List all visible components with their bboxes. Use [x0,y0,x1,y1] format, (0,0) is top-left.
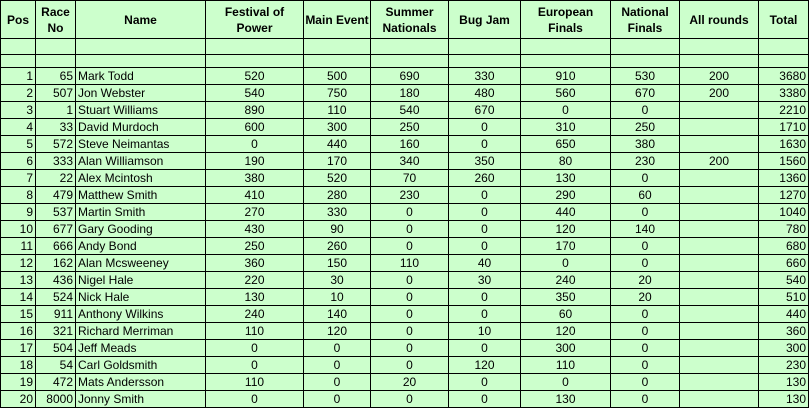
european-finals-cell[interactable]: 80 [521,153,611,170]
race-no-cell[interactable]: 507 [36,85,76,102]
race-no-cell[interactable]: 321 [36,323,76,340]
table-row [1,272,809,289]
bug-jam-cell[interactable]: 0 [449,221,521,238]
table-row [1,238,809,255]
empty-cell[interactable] [76,55,206,68]
national-finals-cell[interactable]: 0 [611,340,680,357]
main-event-cell[interactable]: 10 [304,289,371,306]
total-cell[interactable]: 360 [759,323,809,340]
national-finals-cell[interactable]: 0 [611,323,680,340]
empty-cell[interactable] [206,39,304,55]
all-rounds-cell[interactable] [680,238,759,255]
name-cell[interactable]: Alan Williamson [76,153,206,170]
name-cell[interactable]: Nigel Hale [76,272,206,289]
european-finals-cell[interactable]: 0 [521,374,611,391]
race-no-cell[interactable]: 65 [36,68,76,85]
national-finals-cell[interactable]: 0 [611,204,680,221]
bug-jam-cell[interactable]: 0 [449,374,521,391]
table-row [1,306,809,323]
total-cell[interactable]: 2210 [759,102,809,119]
pos-cell[interactable]: 14 [1,289,36,306]
pos-cell[interactable]: 8 [1,187,36,204]
race-no-cell[interactable]: 524 [36,289,76,306]
summer-nationals-cell[interactable]: 230 [371,187,449,204]
name-cell[interactable]: Richard Merriman [76,323,206,340]
all-rounds-cell[interactable] [680,136,759,153]
main-event-cell[interactable]: 0 [304,374,371,391]
bug-jam-cell[interactable]: 30 [449,272,521,289]
all-rounds-cell[interactable] [680,170,759,187]
pos-cell[interactable]: 1 [1,68,36,85]
all-rounds-cell[interactable] [680,391,759,408]
bug-jam-cell[interactable]: 10 [449,323,521,340]
total-cell[interactable]: 1710 [759,119,809,136]
race-no-cell[interactable]: 8000 [36,391,76,408]
all-rounds-cell[interactable] [680,357,759,374]
festival-of-power-cell[interactable]: 110 [206,374,304,391]
summer-nationals-cell[interactable]: 180 [371,85,449,102]
european-finals-cell[interactable]: 110 [521,357,611,374]
main-event-cell[interactable]: 260 [304,238,371,255]
pos-cell[interactable]: 10 [1,221,36,238]
table-row [1,391,809,408]
summer-nationals-cell[interactable]: 0 [371,391,449,408]
total-cell[interactable]: 1560 [759,153,809,170]
header-total[interactable]: Total [759,1,809,39]
summer-nationals-cell[interactable]: 0 [371,204,449,221]
bug-jam-cell[interactable]: 480 [449,85,521,102]
all-rounds-cell[interactable] [680,323,759,340]
race-no-cell[interactable]: 911 [36,306,76,323]
pos-cell[interactable]: 6 [1,153,36,170]
empty-cell[interactable] [304,39,371,55]
european-finals-cell[interactable]: 0 [521,102,611,119]
name-cell[interactable]: David Murdoch [76,119,206,136]
main-event-cell[interactable]: 30 [304,272,371,289]
header-name[interactable]: Name [76,1,206,39]
name-cell[interactable]: Anthony Wilkins [76,306,206,323]
festival-of-power-cell[interactable]: 220 [206,272,304,289]
name-cell[interactable]: Jon Webster [76,85,206,102]
header-european-finals[interactable]: European Finals [521,1,611,39]
european-finals-cell[interactable]: 910 [521,68,611,85]
all-rounds-cell[interactable] [680,221,759,238]
national-finals-cell[interactable]: 20 [611,272,680,289]
race-no-cell[interactable]: 504 [36,340,76,357]
national-finals-cell[interactable]: 670 [611,85,680,102]
national-finals-cell[interactable]: 0 [611,306,680,323]
table-row [1,289,809,306]
empty-cell[interactable] [371,55,449,68]
national-finals-cell[interactable]: 0 [611,170,680,187]
table-row [1,221,809,238]
header-race-no[interactable]: Race No [36,1,76,39]
total-cell[interactable]: 680 [759,238,809,255]
bug-jam-cell[interactable]: 350 [449,153,521,170]
festival-of-power-cell[interactable]: 430 [206,221,304,238]
race-no-cell[interactable]: 22 [36,170,76,187]
name-cell[interactable]: Matthew Smith [76,187,206,204]
table-row [1,153,809,170]
empty-cell[interactable] [449,39,521,55]
race-no-cell[interactable]: 572 [36,136,76,153]
bug-jam-cell[interactable]: 0 [449,136,521,153]
summer-nationals-cell[interactable]: 340 [371,153,449,170]
pos-cell[interactable]: 12 [1,255,36,272]
total-cell[interactable]: 1360 [759,170,809,187]
name-cell[interactable]: Alex Mcintosh [76,170,206,187]
national-finals-cell[interactable]: 230 [611,153,680,170]
bug-jam-cell[interactable]: 0 [449,119,521,136]
total-cell[interactable]: 440 [759,306,809,323]
table-row [1,136,809,153]
pos-cell[interactable]: 19 [1,374,36,391]
header-bug-jam[interactable]: Bug Jam [449,1,521,39]
race-no-cell[interactable]: 479 [36,187,76,204]
empty-cell[interactable] [206,55,304,68]
national-finals-cell[interactable]: 0 [611,357,680,374]
bug-jam-cell[interactable]: 0 [449,289,521,306]
race-no-cell[interactable]: 436 [36,272,76,289]
all-rounds-cell[interactable]: 200 [680,85,759,102]
summer-nationals-cell[interactable]: 20 [371,374,449,391]
festival-of-power-cell[interactable]: 0 [206,136,304,153]
race-no-cell[interactable]: 333 [36,153,76,170]
main-event-cell[interactable]: 0 [304,391,371,408]
table-row [1,119,809,136]
bug-jam-cell[interactable]: 0 [449,340,521,357]
main-event-cell[interactable]: 120 [304,323,371,340]
european-finals-cell[interactable]: 310 [521,119,611,136]
pos-cell[interactable]: 13 [1,272,36,289]
festival-of-power-cell[interactable]: 0 [206,340,304,357]
bug-jam-cell[interactable]: 0 [449,391,521,408]
festival-of-power-cell[interactable]: 240 [206,306,304,323]
main-event-cell[interactable]: 150 [304,255,371,272]
festival-of-power-cell[interactable]: 0 [206,357,304,374]
total-cell[interactable]: 3680 [759,68,809,85]
name-cell[interactable]: Jonny Smith [76,391,206,408]
name-cell[interactable]: Nick Hale [76,289,206,306]
empty-row [1,55,809,68]
festival-of-power-cell[interactable]: 130 [206,289,304,306]
empty-cell[interactable] [36,55,76,68]
summer-nationals-cell[interactable]: 0 [371,272,449,289]
bug-jam-cell[interactable]: 0 [449,204,521,221]
total-cell[interactable]: 540 [759,272,809,289]
pos-cell[interactable]: 2 [1,85,36,102]
race-no-cell[interactable]: 1 [36,102,76,119]
table-row [1,187,809,204]
festival-of-power-cell[interactable]: 410 [206,187,304,204]
summer-nationals-cell[interactable]: 0 [371,221,449,238]
name-cell[interactable]: Gary Gooding [76,221,206,238]
empty-cell[interactable] [680,55,759,68]
name-cell[interactable]: Mats Andersson [76,374,206,391]
summer-nationals-cell[interactable]: 0 [371,238,449,255]
name-cell[interactable]: Stuart Williams [76,102,206,119]
all-rounds-cell[interactable]: 200 [680,153,759,170]
race-no-cell[interactable]: 54 [36,357,76,374]
all-rounds-cell[interactable] [680,119,759,136]
main-event-cell[interactable]: 280 [304,187,371,204]
race-no-cell[interactable]: 537 [36,204,76,221]
total-cell[interactable]: 3380 [759,85,809,102]
festival-of-power-cell[interactable]: 380 [206,170,304,187]
summer-nationals-cell[interactable]: 540 [371,102,449,119]
summer-nationals-cell[interactable]: 160 [371,136,449,153]
summer-nationals-cell[interactable]: 250 [371,119,449,136]
all-rounds-cell[interactable] [680,204,759,221]
bug-jam-cell[interactable]: 0 [449,238,521,255]
main-event-cell[interactable]: 440 [304,136,371,153]
header-row [1,1,809,39]
empty-cell[interactable] [521,39,611,55]
festival-of-power-cell[interactable]: 360 [206,255,304,272]
empty-cell[interactable] [449,55,521,68]
header-all-rounds[interactable]: All rounds [680,1,759,39]
summer-nationals-cell[interactable]: 0 [371,323,449,340]
festival-of-power-cell[interactable]: 540 [206,85,304,102]
empty-cell[interactable] [36,39,76,55]
european-finals-cell[interactable]: 60 [521,306,611,323]
empty-cell[interactable] [759,55,809,68]
main-event-cell[interactable]: 170 [304,153,371,170]
main-event-cell[interactable]: 750 [304,85,371,102]
summer-nationals-cell[interactable]: 0 [371,340,449,357]
festival-of-power-cell[interactable]: 110 [206,323,304,340]
total-cell[interactable]: 1270 [759,187,809,204]
table-row [1,85,809,102]
national-finals-cell[interactable]: 20 [611,289,680,306]
name-cell[interactable]: Steve Neimantas [76,136,206,153]
all-rounds-cell[interactable] [680,374,759,391]
race-no-cell[interactable]: 677 [36,221,76,238]
festival-of-power-cell[interactable]: 270 [206,204,304,221]
festival-of-power-cell[interactable]: 890 [206,102,304,119]
pos-cell[interactable]: 17 [1,340,36,357]
national-finals-cell[interactable]: 0 [611,238,680,255]
festival-of-power-cell[interactable]: 190 [206,153,304,170]
empty-cell[interactable] [611,39,680,55]
national-finals-cell[interactable]: 0 [611,391,680,408]
bug-jam-cell[interactable]: 0 [449,187,521,204]
header-pos[interactable]: Pos [1,1,36,39]
main-event-cell[interactable]: 330 [304,204,371,221]
pos-cell[interactable]: 20 [1,391,36,408]
pos-cell[interactable]: 3 [1,102,36,119]
empty-cell[interactable] [1,55,36,68]
bug-jam-cell[interactable]: 40 [449,255,521,272]
all-rounds-cell[interactable] [680,340,759,357]
empty-cell[interactable] [1,39,36,55]
main-event-cell[interactable]: 500 [304,68,371,85]
main-event-cell[interactable]: 0 [304,357,371,374]
bug-jam-cell[interactable]: 670 [449,102,521,119]
pos-cell[interactable]: 5 [1,136,36,153]
european-finals-cell[interactable]: 300 [521,340,611,357]
national-finals-cell[interactable]: 380 [611,136,680,153]
all-rounds-cell[interactable]: 200 [680,68,759,85]
header-national-finals[interactable]: National Finals [611,1,680,39]
european-finals-cell[interactable]: 170 [521,238,611,255]
european-finals-cell[interactable]: 130 [521,391,611,408]
national-finals-cell[interactable]: 60 [611,187,680,204]
bug-jam-cell[interactable]: 120 [449,357,521,374]
empty-cell[interactable] [304,55,371,68]
european-finals-cell[interactable]: 350 [521,289,611,306]
european-finals-cell[interactable]: 130 [521,170,611,187]
empty-cell[interactable] [371,39,449,55]
pos-cell[interactable]: 15 [1,306,36,323]
pos-cell[interactable]: 11 [1,238,36,255]
header-festival-of-power[interactable]: Festival of Power [206,1,304,39]
name-cell[interactable]: Carl Goldsmith [76,357,206,374]
table-row [1,204,809,221]
all-rounds-cell[interactable] [680,187,759,204]
festival-of-power-cell[interactable]: 250 [206,238,304,255]
name-cell[interactable]: Andy Bond [76,238,206,255]
total-cell[interactable]: 1630 [759,136,809,153]
european-finals-cell[interactable]: 240 [521,272,611,289]
race-no-cell[interactable]: 666 [36,238,76,255]
main-event-cell[interactable]: 140 [304,306,371,323]
table-row [1,374,809,391]
pos-cell[interactable]: 4 [1,119,36,136]
total-cell[interactable]: 510 [759,289,809,306]
summer-nationals-cell[interactable]: 0 [371,289,449,306]
festival-of-power-cell[interactable]: 0 [206,391,304,408]
total-cell[interactable]: 130 [759,374,809,391]
header-main-event[interactable]: Main Event [304,1,371,39]
pos-cell[interactable]: 16 [1,323,36,340]
name-cell[interactable]: Mark Todd [76,68,206,85]
summer-nationals-cell[interactable]: 0 [371,306,449,323]
header-summer-nationals[interactable]: Summer Nationals [371,1,449,39]
national-finals-cell[interactable]: 530 [611,68,680,85]
main-event-cell[interactable]: 300 [304,119,371,136]
pos-cell[interactable]: 9 [1,204,36,221]
festival-of-power-cell[interactable]: 520 [206,68,304,85]
festival-of-power-cell[interactable]: 600 [206,119,304,136]
summer-nationals-cell[interactable]: 690 [371,68,449,85]
national-finals-cell[interactable]: 140 [611,221,680,238]
empty-cell[interactable] [76,39,206,55]
european-finals-cell[interactable]: 290 [521,187,611,204]
table-row [1,323,809,340]
european-finals-cell[interactable]: 650 [521,136,611,153]
total-cell[interactable]: 130 [759,391,809,408]
empty-cell[interactable] [759,39,809,55]
all-rounds-cell[interactable] [680,306,759,323]
total-cell[interactable]: 230 [759,357,809,374]
main-event-cell[interactable]: 0 [304,340,371,357]
empty-cell[interactable] [521,55,611,68]
european-finals-cell[interactable]: 0 [521,255,611,272]
all-rounds-cell[interactable] [680,289,759,306]
european-finals-cell[interactable]: 560 [521,85,611,102]
table-row [1,255,809,272]
total-cell[interactable]: 300 [759,340,809,357]
total-cell[interactable]: 1040 [759,204,809,221]
pos-cell[interactable]: 18 [1,357,36,374]
european-finals-cell[interactable]: 120 [521,323,611,340]
bug-jam-cell[interactable]: 0 [449,306,521,323]
all-rounds-cell[interactable] [680,102,759,119]
table-row [1,340,809,357]
national-finals-cell[interactable]: 0 [611,374,680,391]
bug-jam-cell[interactable]: 330 [449,68,521,85]
summer-nationals-cell[interactable]: 110 [371,255,449,272]
name-cell[interactable]: Jeff Meads [76,340,206,357]
pos-cell[interactable]: 7 [1,170,36,187]
main-event-cell[interactable]: 110 [304,102,371,119]
national-finals-cell[interactable]: 250 [611,119,680,136]
total-cell[interactable]: 780 [759,221,809,238]
national-finals-cell[interactable]: 0 [611,255,680,272]
total-cell[interactable]: 660 [759,255,809,272]
main-event-cell[interactable]: 520 [304,170,371,187]
summer-nationals-cell[interactable]: 70 [371,170,449,187]
table-row [1,357,809,374]
european-finals-cell[interactable]: 440 [521,204,611,221]
all-rounds-cell[interactable] [680,255,759,272]
empty-row [1,39,809,55]
table-row [1,68,809,85]
main-event-cell[interactable]: 90 [304,221,371,238]
race-no-cell[interactable]: 33 [36,119,76,136]
empty-cell[interactable] [611,55,680,68]
european-finals-cell[interactable]: 120 [521,221,611,238]
race-no-cell[interactable]: 472 [36,374,76,391]
name-cell[interactable]: Martin Smith [76,204,206,221]
race-no-cell[interactable]: 162 [36,255,76,272]
national-finals-cell[interactable]: 0 [611,102,680,119]
table-row [1,102,809,119]
empty-cell[interactable] [680,39,759,55]
name-cell[interactable]: Alan Mcsweeney [76,255,206,272]
all-rounds-cell[interactable] [680,272,759,289]
summer-nationals-cell[interactable]: 0 [371,357,449,374]
table-row [1,170,809,187]
bug-jam-cell[interactable]: 260 [449,170,521,187]
